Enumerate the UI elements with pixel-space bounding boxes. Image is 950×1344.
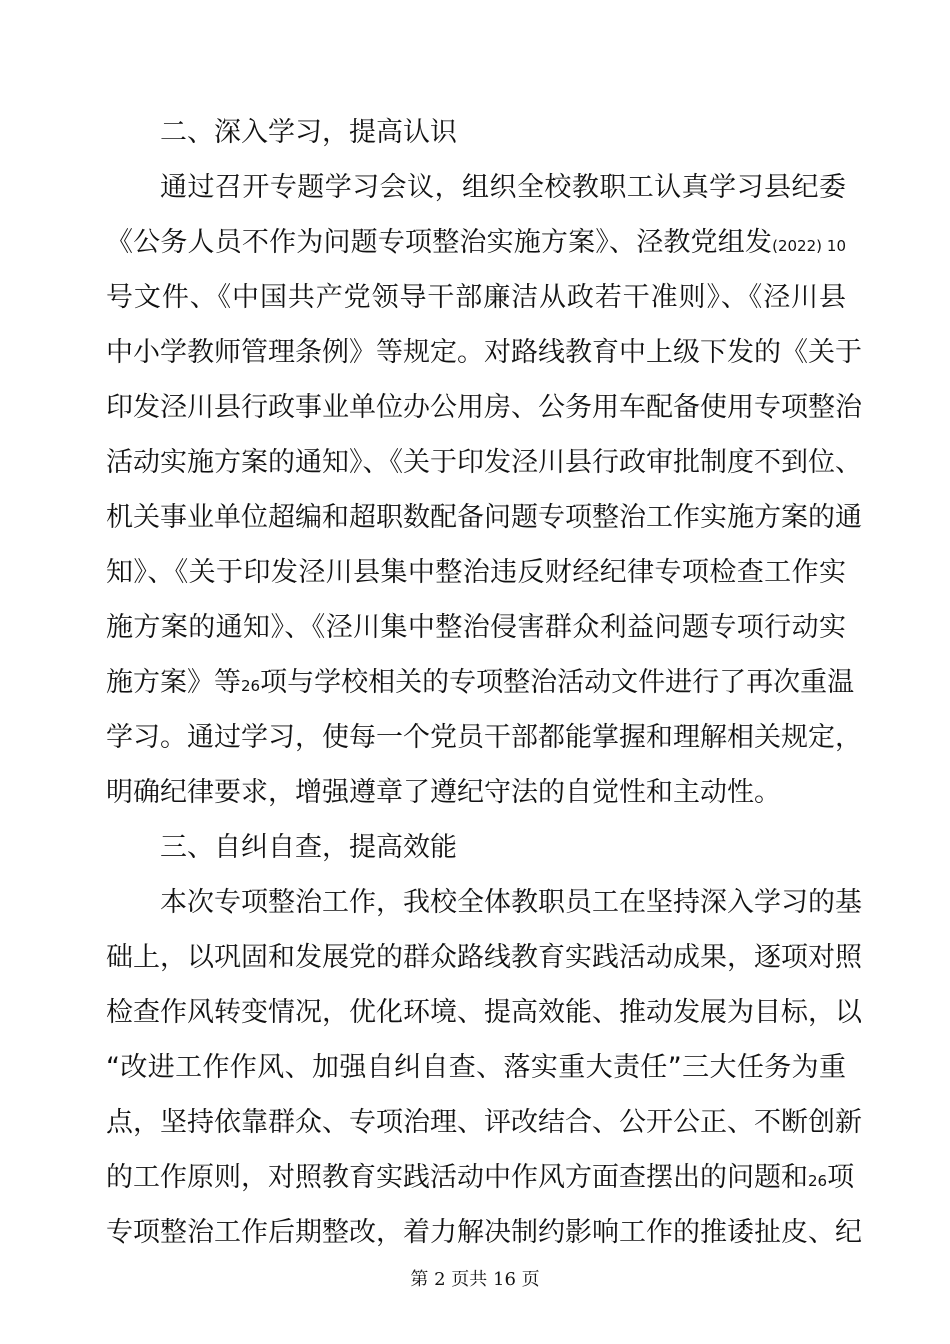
paragraph-line: 通过召开专题学习会议，组织全校教职工认真学习县纪委 (160, 172, 846, 203)
paragraph-line: 本次专项整治工作，我校全体教职员工在坚持深入学习的基 (160, 887, 862, 918)
paragraph-line: 号文件、《中国共产党领导干部廉洁从政若干准则》、《泾川县 (106, 282, 846, 313)
paragraph-line: 的工作原则，对照教育实践活动中作风方面查摆出的问题和26项 (106, 1162, 855, 1193)
paragraph-line: 明确纪律要求，增强遵章了遵纪守法的自觉性和主动性。 (106, 777, 781, 808)
paragraph-line: 专项整治工作后期整改，着力解决制约影响工作的推诿扯皮、纪 (106, 1217, 862, 1248)
paragraph-line: 中小学教师管理条例》等规定。对路线教育中上级下发的《关于 (106, 337, 862, 368)
paragraph-line: 机关事业单位超编和超职数配备问题专项整治工作实施方案的通 (106, 502, 862, 533)
paragraph-line: 检查作风转变情况，优化环境、提高效能、推动发展为目标，以 (106, 997, 862, 1028)
paragraph-line: 学习。通过学习，使每一个党员干部都能掌握和理解相关规定， (106, 722, 862, 753)
doc-number: (2022) 10 (772, 237, 847, 255)
document-count: 26 (241, 677, 261, 695)
paragraph-line: 活动实施方案的通知》、《关于印发泾川县行政审批制度不到位、 (106, 447, 862, 478)
paragraph-line: 印发泾川县行政事业单位办公用房、公务用车配备使用专项整治 (106, 392, 862, 423)
page-number-footer: 第 2 页共 16 页 (410, 1269, 540, 1290)
paragraph-line: 点，坚持依靠群众、专项治理、评改结合、公开公正、不断创新 (106, 1107, 862, 1138)
paragraph-line: 知》、《关于印发泾川县集中整治违反财经纪律专项检查工作实 (106, 557, 846, 588)
item-count: 26 (808, 1172, 828, 1190)
paragraph-line: 《公务人员不作为问题专项整治实施方案》、泾教党组发(2022) 10 (106, 227, 847, 258)
paragraph-line: “改进工作作风、加强自纠自查、落实重大责任”三大任务为重 (106, 1052, 846, 1083)
paragraph-line: 施方案》等26项与学校相关的专项整治活动文件进行了再次重温 (106, 667, 855, 698)
section-heading: 二、深入学习，提高认识 (160, 117, 457, 148)
paragraph-line: 础上，以巩固和发展党的群众路线教育实践活动成果，逐项对照 (106, 942, 862, 973)
paragraph-line: 施方案的通知》、《泾川集中整治侵害群众利益问题专项行动实 (106, 612, 846, 643)
section-heading: 三、自纠自查，提高效能 (160, 832, 457, 863)
